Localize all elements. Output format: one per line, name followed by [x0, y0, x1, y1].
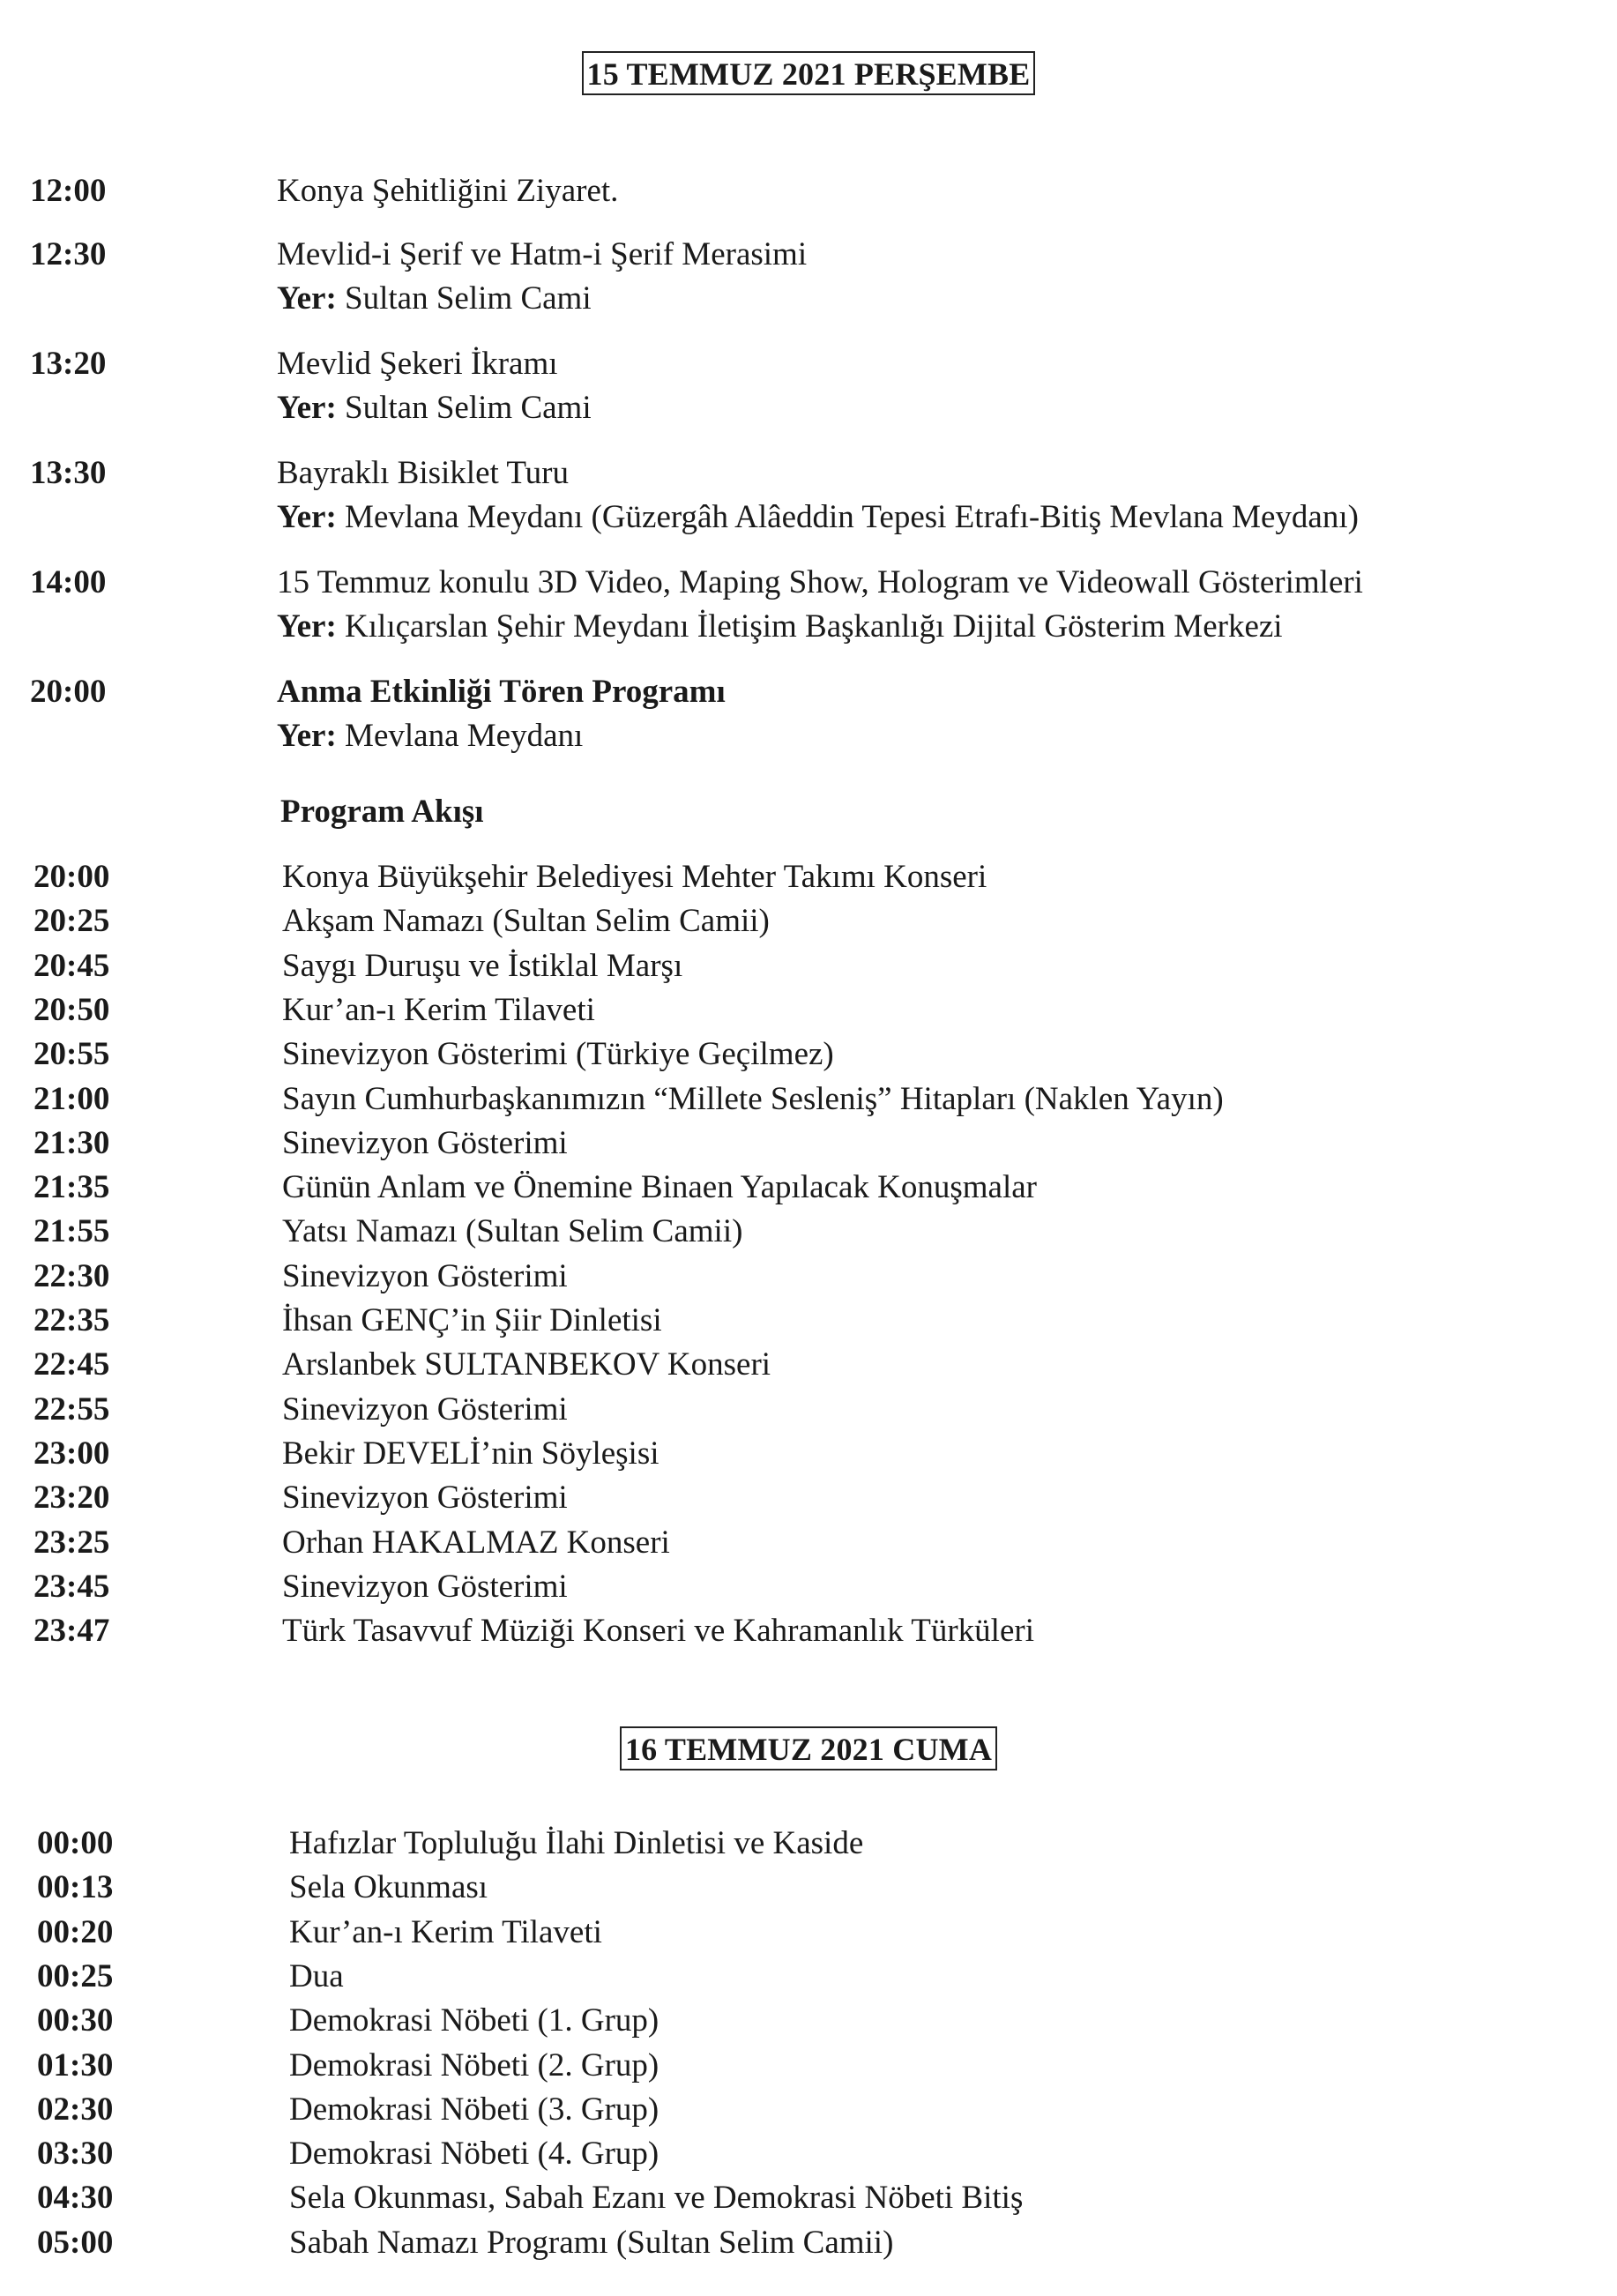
schedule-text: Kur’an-ı Kerim Tilaveti — [282, 991, 595, 1028]
schedule-text: Akşam Namazı (Sultan Selim Camii) — [282, 903, 770, 940]
event-location-line — [277, 496, 1599, 540]
schedule-text: Günün Anlam ve Önemine Binaen Yapılacak Konuşmalar — [282, 1169, 1037, 1206]
schedule-text: Sayın Cumhurbaşkanımızın “Millete Sesleniş” Hitapları (Naklen Yayın) — [282, 1080, 1224, 1117]
event-desc — [277, 670, 1599, 758]
location-label: Yer: — [277, 390, 337, 426]
schedule-time: 00:20 — [37, 1913, 114, 1950]
schedule-text: İhsan GENÇ’in Şiir Dinletisi — [282, 1302, 662, 1338]
schedule-time: 20:25 — [34, 903, 110, 940]
schedule-text: Demokrasi Nöbeti (3. Grup) — [289, 2091, 659, 2128]
event-location-line — [277, 605, 1599, 649]
schedule-time: 21:55 — [34, 1213, 110, 1250]
location-label: Yer: — [277, 499, 337, 535]
schedule-time: 22:30 — [34, 1257, 110, 1294]
schedule-time: 20:55 — [34, 1036, 110, 1073]
schedule-text: Sinevizyon Gösterimi — [282, 1568, 568, 1605]
schedule-time: 05:00 — [37, 2224, 114, 2261]
schedule-time: 21:00 — [34, 1080, 110, 1117]
event-location-line — [277, 714, 1599, 758]
schedule-time: 04:30 — [37, 2180, 114, 2217]
schedule-text: Dua — [289, 1957, 344, 1994]
schedule-text: Kur’an-ı Kerim Tilaveti — [289, 1913, 602, 1950]
event-title: Bayraklı Bisiklet Turu — [277, 455, 569, 491]
event-title: Anma Etkinliği Tören Programı — [277, 674, 726, 710]
event-title: Konya Şehitliğini Ziyaret. — [277, 173, 619, 209]
event-location: Mevlana Meydanı — [345, 718, 584, 754]
schedule-text: Sinevizyon Gösterimi — [282, 1257, 568, 1294]
day2-heading-text: 16 TEMMUZ 2021 CUMA — [620, 1726, 997, 1770]
schedule-text: Orhan HAKALMAZ Konseri — [282, 1524, 670, 1561]
schedule-text: Arslanbek SULTANBEKOV Konseri — [282, 1346, 771, 1383]
event-desc — [277, 561, 1599, 649]
event-location-line — [277, 277, 1599, 321]
event-desc — [277, 169, 1599, 213]
schedule-text: Bekir DEVELİ’nin Söyleşisi — [282, 1435, 659, 1472]
day1-heading-text: 15 TEMMUZ 2021 PERŞEMBE — [582, 51, 1036, 95]
schedule-text: Sela Okunması, Sabah Ezanı ve Demokrasi Nöbeti Bitiş — [289, 2180, 1024, 2217]
schedule-text: Konya Büyükşehir Belediyesi Mehter Takımı Konseri — [282, 859, 987, 895]
schedule-time: 00:13 — [37, 1869, 114, 1906]
program-flow-heading: Program Akışı — [280, 794, 484, 830]
event-time: 12:00 — [30, 173, 107, 209]
location-label: Yer: — [277, 608, 337, 645]
schedule-text: Saygı Duruşu ve İstiklal Marşı — [282, 947, 683, 984]
schedule-time: 22:35 — [34, 1302, 110, 1338]
event-desc — [277, 342, 1599, 430]
schedule-text: Türk Tasavvuf Müziği Konseri ve Kahramanlık Türküleri — [282, 1613, 1034, 1650]
location-label: Yer: — [277, 718, 337, 754]
event-time: 13:20 — [30, 346, 107, 382]
schedule-text: Sinevizyon Gösterimi (Türkiye Geçilmez) — [282, 1036, 834, 1073]
schedule-text: Sinevizyon Gösterimi — [282, 1480, 568, 1517]
schedule-text: Sela Okunması — [289, 1869, 488, 1906]
event-location-line — [277, 386, 1599, 430]
schedule-time: 02:30 — [37, 2091, 114, 2128]
schedule-time: 01:30 — [37, 2046, 114, 2084]
schedule-time: 20:45 — [34, 947, 110, 984]
event-title: 15 Temmuz konulu 3D Video, Maping Show, Hologram ve Videowall Gösterimleri — [277, 564, 1363, 600]
schedule-time: 00:25 — [37, 1957, 114, 1994]
event-desc — [277, 233, 1599, 321]
event-title: Mevlid Şekeri İkramı — [277, 346, 558, 382]
day2-heading — [0, 1726, 1617, 1770]
schedule-time: 20:00 — [34, 859, 110, 895]
schedule-text: Sinevizyon Gösterimi — [282, 1124, 568, 1161]
event-desc — [277, 451, 1599, 540]
schedule-text: Yatsı Namazı (Sultan Selim Camii) — [282, 1213, 743, 1250]
event-time: 20:00 — [30, 674, 107, 710]
schedule-time: 03:30 — [37, 2136, 114, 2173]
schedule-time: 21:35 — [34, 1169, 110, 1206]
schedule-time: 23:00 — [34, 1435, 110, 1472]
schedule-time: 20:50 — [34, 991, 110, 1028]
schedule-text: Sinevizyon Gösterimi — [282, 1390, 568, 1428]
event-location: Sultan Selim Cami — [345, 280, 592, 317]
schedule-time: 23:25 — [34, 1524, 110, 1561]
schedule-time: 00:00 — [37, 1825, 114, 1861]
schedule-text: Demokrasi Nöbeti (1. Grup) — [289, 2002, 659, 2039]
location-label: Yer: — [277, 280, 337, 317]
event-location: Mevlana Meydanı (Güzergâh Alâeddin Tepesi Etrafı-Bitiş Mevlana Meydanı) — [345, 499, 1359, 535]
schedule-time: 21:30 — [34, 1124, 110, 1161]
schedule-text: Demokrasi Nöbeti (2. Grup) — [289, 2046, 659, 2084]
schedule-time: 22:45 — [34, 1346, 110, 1383]
schedule-time: 23:45 — [34, 1568, 110, 1605]
schedule-text: Sabah Namazı Programı (Sultan Selim Camii) — [289, 2224, 894, 2261]
schedule-text: Demokrasi Nöbeti (4. Grup) — [289, 2136, 659, 2173]
event-time: 14:00 — [30, 564, 107, 600]
event-location: Sultan Selim Cami — [345, 390, 592, 426]
event-time: 12:30 — [30, 236, 107, 272]
schedule-time: 00:30 — [37, 2002, 114, 2039]
event-title: Mevlid-i Şerif ve Hatm-i Şerif Merasimi — [277, 236, 808, 272]
schedule-time: 23:47 — [34, 1613, 110, 1650]
schedule-text: Hafızlar Topluluğu İlahi Dinletisi ve Kaside — [289, 1825, 864, 1861]
day1-heading — [0, 51, 1617, 95]
schedule-time: 22:55 — [34, 1390, 110, 1428]
event-location: Kılıçarslan Şehir Meydanı İletişim Başkanlığı Dijital Gösterim Merkezi — [345, 608, 1283, 645]
event-time: 13:30 — [30, 455, 107, 491]
schedule-time: 23:20 — [34, 1480, 110, 1517]
